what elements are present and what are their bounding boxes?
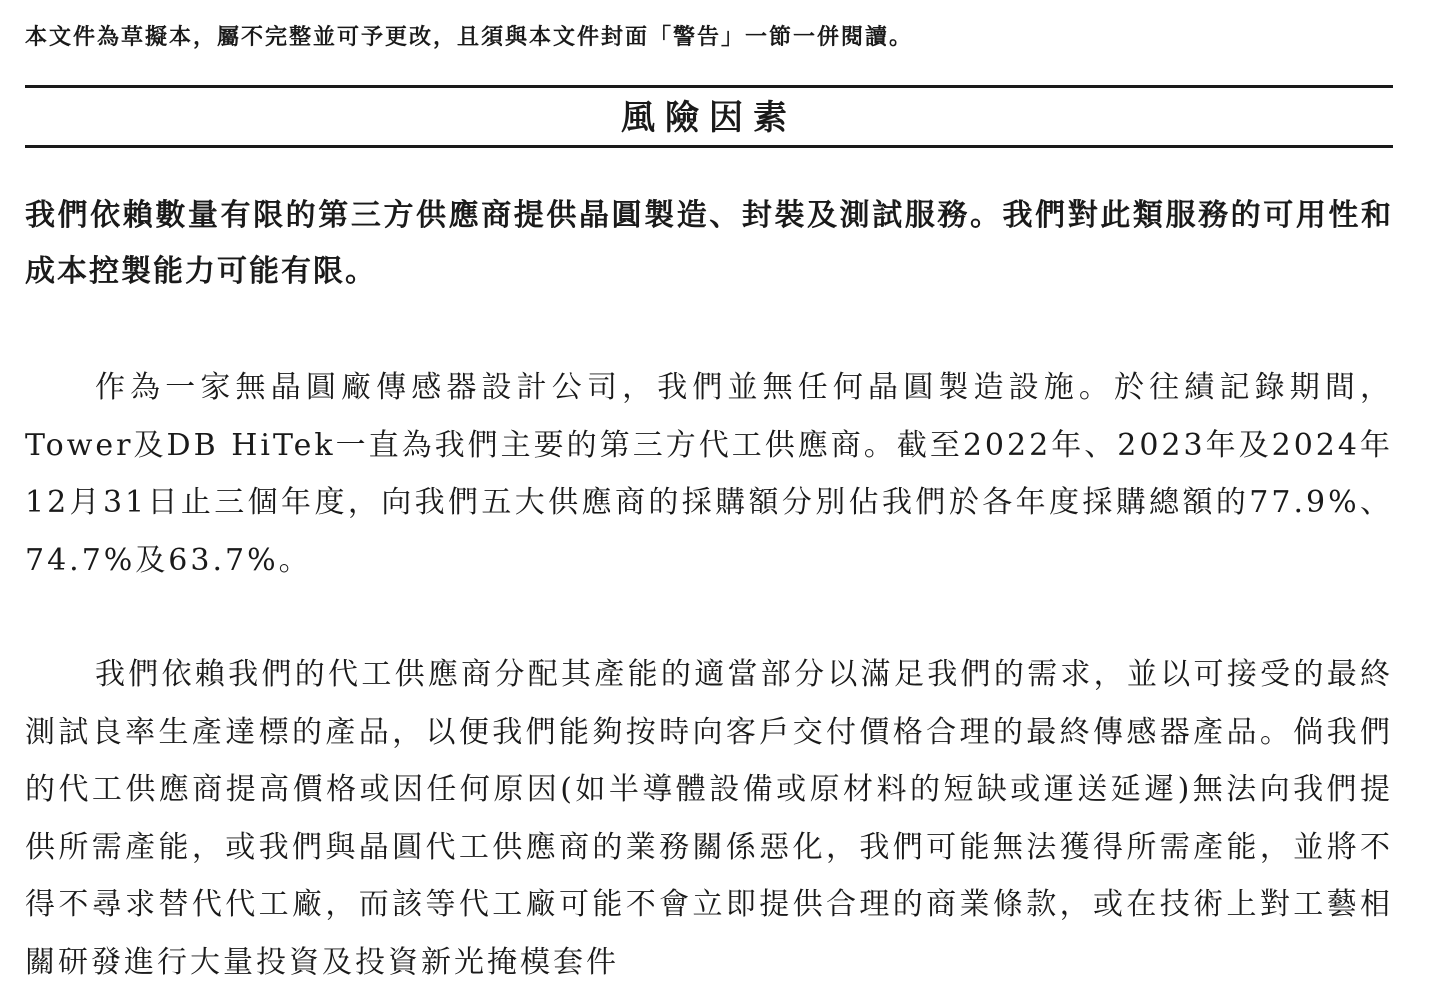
section-title: 風險因素: [621, 98, 797, 138]
document-page: [25, 0, 1393, 999]
draft-notice: 本文件為草擬本，屬不完整並可予更改，且須與本文件封面「警告」一節一併閱讀。: [25, 24, 914, 50]
body-paragraph: 作為一家無晶圓廠傳感器設計公司，我們並無任何晶圓製造設施。於往績記錄期間，Tower及DB HiTek一直為我們主要的第三方代工供應商。截至2022年、2023年及2024年12月31日止三個年度，向我們五大供應商的採購額分別佔我們於各年度採購總額的77.9%、74.7%及63.7%。: [25, 370, 1393, 578]
title-rule-bottom: [25, 145, 1393, 148]
title-rule-top: [25, 85, 1393, 88]
risk-heading: 我們依賴數量有限的第三方供應商提供晶圓製造、封裝及測試服務。我們對此類服務的可用性和成本控製能力可能有限。: [25, 198, 1393, 289]
body-paragraph: 我們依賴我們的代工供應商分配其產能的適當部分以滿足我們的需求，並以可接受的最終測試良率生產達標的產品，以便我們能夠按時向客戶交付價格合理的最終傳感器產品。倘我們的代工供應商提高價格或因任何原因(如半導體設備或原材料的短缺或運送延遲)無法向我們提供所需產能，或我們與晶圓代工供應商的業務關係惡化，我們可能無法獲得所需產能，並將不得不尋求替代代工廠，而該等代工廠可能不會立即提供合理的商業條款，或在技術上對工藝相關研發進行大量投資及投資新光掩模套件: [25, 657, 1393, 980]
